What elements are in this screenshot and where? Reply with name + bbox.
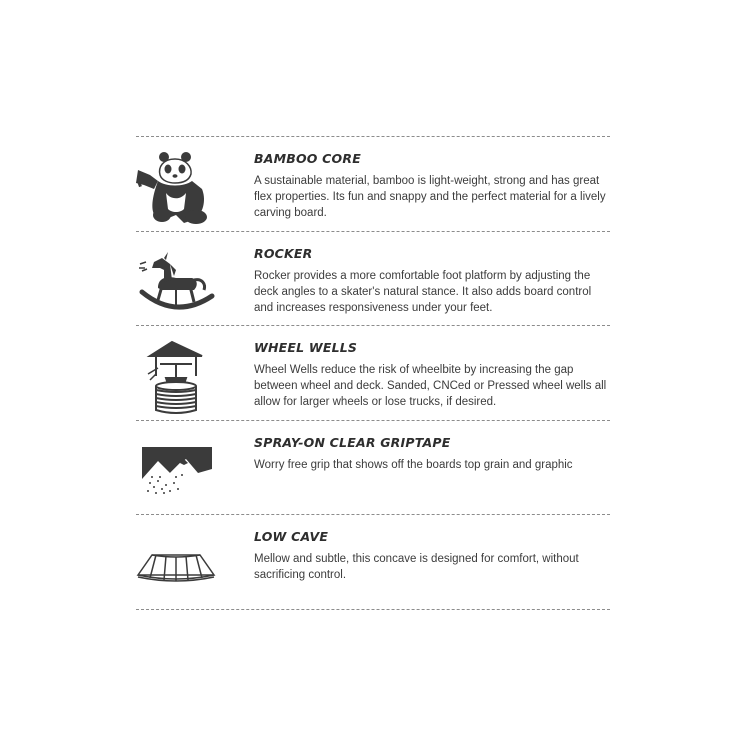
rocking-horse-icon [136,240,216,320]
concave-deck-icon [136,523,216,603]
wishing-well-icon [136,334,216,414]
feature-description: Wheel Wells reduce the risk of wheelbite by increasing the gap between wheel and deck. Sanded, CNCed or Pressed wheel wells all allow for larger wheels or lose trucks, if desired. [254,364,607,408]
feature-title: BAMBOO CORE [254,151,361,166]
feature-row-spray-on-clear-griptape [136,421,610,515]
feature-title: ROCKER [254,245,313,261]
feature-description: Worry free grip that shows off the boards top grain and graphic [254,458,573,471]
feature-row-rocker [136,232,610,326]
feature-row-wheel-wells [136,326,610,420]
feature-list [136,136,610,610]
feature-title: SPRAY-ON CLEAR GRIPTAPE [254,434,451,450]
feature-title: LOW CAVE [254,529,329,544]
feature-row-low-cave [136,515,610,609]
feature-title: WHEEL WELLS [254,340,358,355]
feature-description: A sustainable material, bamboo is light-weight, strong and has great flex properties. Its fun and snappy and the perfect material for a lively carving board. [254,175,606,219]
feature-row-bamboo-core [136,137,610,231]
feature-description: Rocker provides a more comfortable foot platform by adjusting the deck angles to a skater's natural stance. It also adds board control and increases responsiveness under your feet. [254,269,592,314]
spray-mountain-icon [136,433,216,513]
feature-description: Mellow and subtle, this concave is designed for comfort, without sacrificing control. [254,553,579,581]
panda-icon [136,145,216,225]
divider [136,609,610,610]
